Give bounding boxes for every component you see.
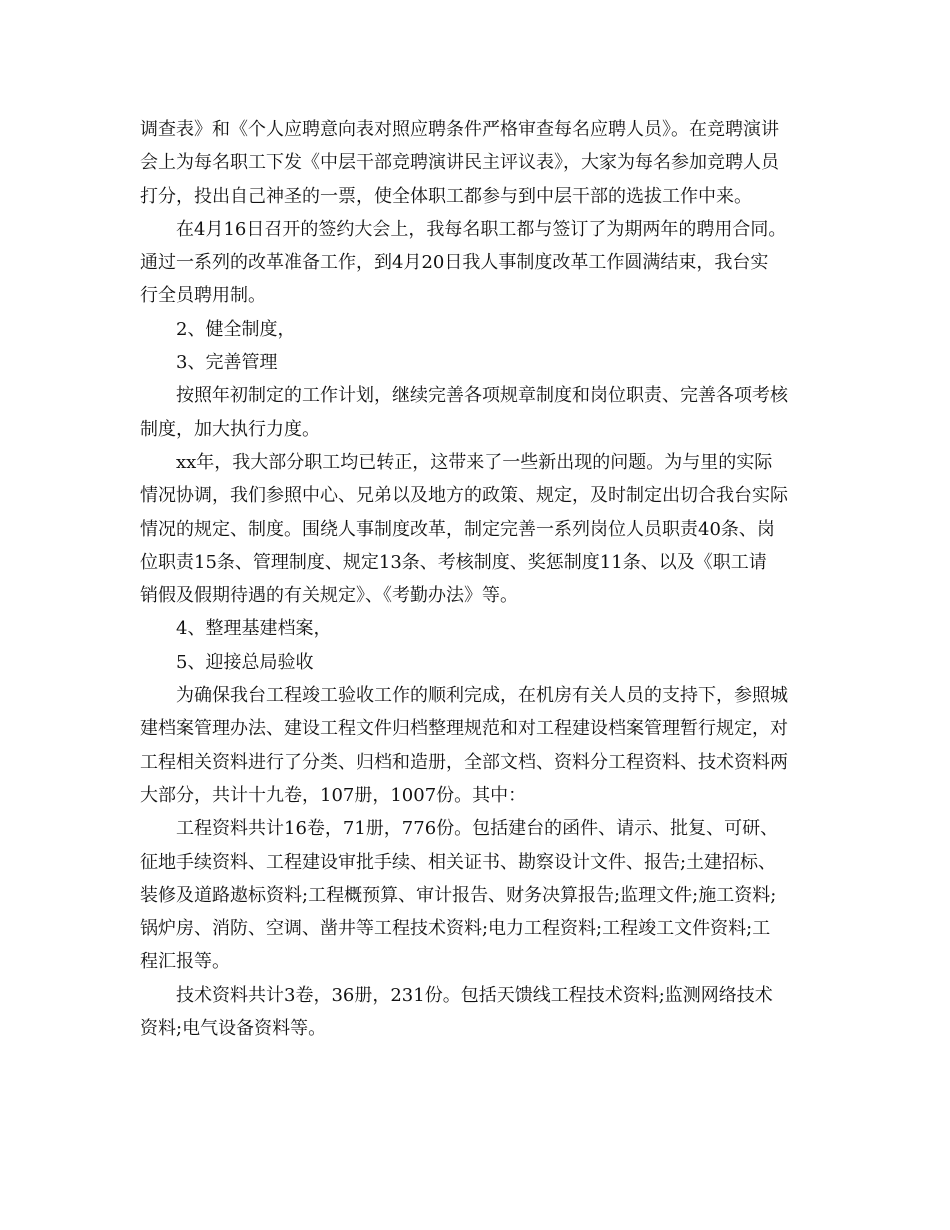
text-line: 为确保我台工程竣工验收工作的顺利完成，在机房有关人员的支持下，参照城 bbox=[176, 685, 788, 707]
text-line: 调查表》和《个人应聘意向表对照应聘条件严格审查每名应聘人员》。在竞聘演讲 bbox=[140, 119, 779, 140]
text-line: 工程相关资料进行了分类、归档和造册，全部文档、资料分工程资料、技术资料两 bbox=[140, 751, 788, 773]
text-line: 情况协调，我们参照中心、兄弟以及地方的政策、规定，及时制定出切合我台实际 bbox=[140, 485, 788, 507]
text-line: 在4月16日召开的签约大会上，我每名职工都与签订了为期两年的聘用合同。 bbox=[176, 218, 787, 240]
section-heading: 2、健全制度， bbox=[176, 318, 296, 340]
text-line: 打分，投出自己神圣的一票，使全体职工都参与到中层干部的选拔工作中来。 bbox=[140, 185, 752, 207]
section-heading: 4、整理基建档案， bbox=[176, 618, 332, 640]
text-line: 行全员聘用制。 bbox=[140, 285, 266, 307]
text-line: 征地手续资料、工程建设审批手续、相关证书、勘察设计文件、报告;土建招标、 bbox=[140, 851, 777, 873]
text-line: 情况的规定、制度。围绕人事制度改革，制定完善一系列岗位人员职责40条、岗 bbox=[140, 518, 775, 540]
section-heading: 3、完善管理 bbox=[176, 352, 278, 374]
text-line: 程汇报等。 bbox=[140, 951, 230, 973]
text-line: 技术资料共计3卷，36册，231份。包括天馈线工程技术资料;监测网络技术 bbox=[176, 984, 773, 1006]
text-line: 锅炉房、消防、空调、凿井等工程技术资料;电力工程资料;工程竣工文件资料;工 bbox=[140, 918, 771, 940]
text-line: 建档案管理办法、建设工程文件归档整理规范和对工程建设档案管理暂行规定，对 bbox=[140, 718, 788, 740]
text-line: 资料;电气设备资料等。 bbox=[140, 1018, 327, 1040]
text-line: 位职责15条、管理制度、规定13条、考核制度、奖惩制度11条、以及《职工请 bbox=[140, 551, 767, 573]
text-line: 销假及假期待遇的有关规定》、《考勤办法》等。 bbox=[140, 585, 518, 607]
text-line: 大部分，共计十九卷，107册，1007份。其中： bbox=[140, 784, 527, 806]
text-line: 按照年初制定的工作计划，继续完善各项规章制度和岗位职责、完善各项考核 bbox=[176, 385, 788, 407]
section-heading: 5、迎接总局验收 bbox=[176, 651, 314, 673]
document-page bbox=[140, 113, 812, 1045]
text-line: 装修及道路遨标资料;工程概预算、审计报告、财务决算报告;监理文件;施工资料; bbox=[140, 884, 777, 906]
text-line: 会上为每名职工下发《中层干部竞聘演讲民主评议表》，大家为每名参加竞聘人员 bbox=[140, 152, 779, 174]
text-line: xx年，我大部分职工均已转正，这带来了一些新出现的问题。为与里的实际 bbox=[176, 451, 773, 473]
text-line: 通过一系列的改革准备工作，到4月20日我人事制度改革工作圆满结束，我台实 bbox=[140, 252, 769, 274]
text-line: 工程资料共计16卷，71册，776份。包括建台的函件、请示、批复、可研、 bbox=[176, 818, 779, 840]
text-line: 制度，加大执行力度。 bbox=[140, 418, 320, 440]
